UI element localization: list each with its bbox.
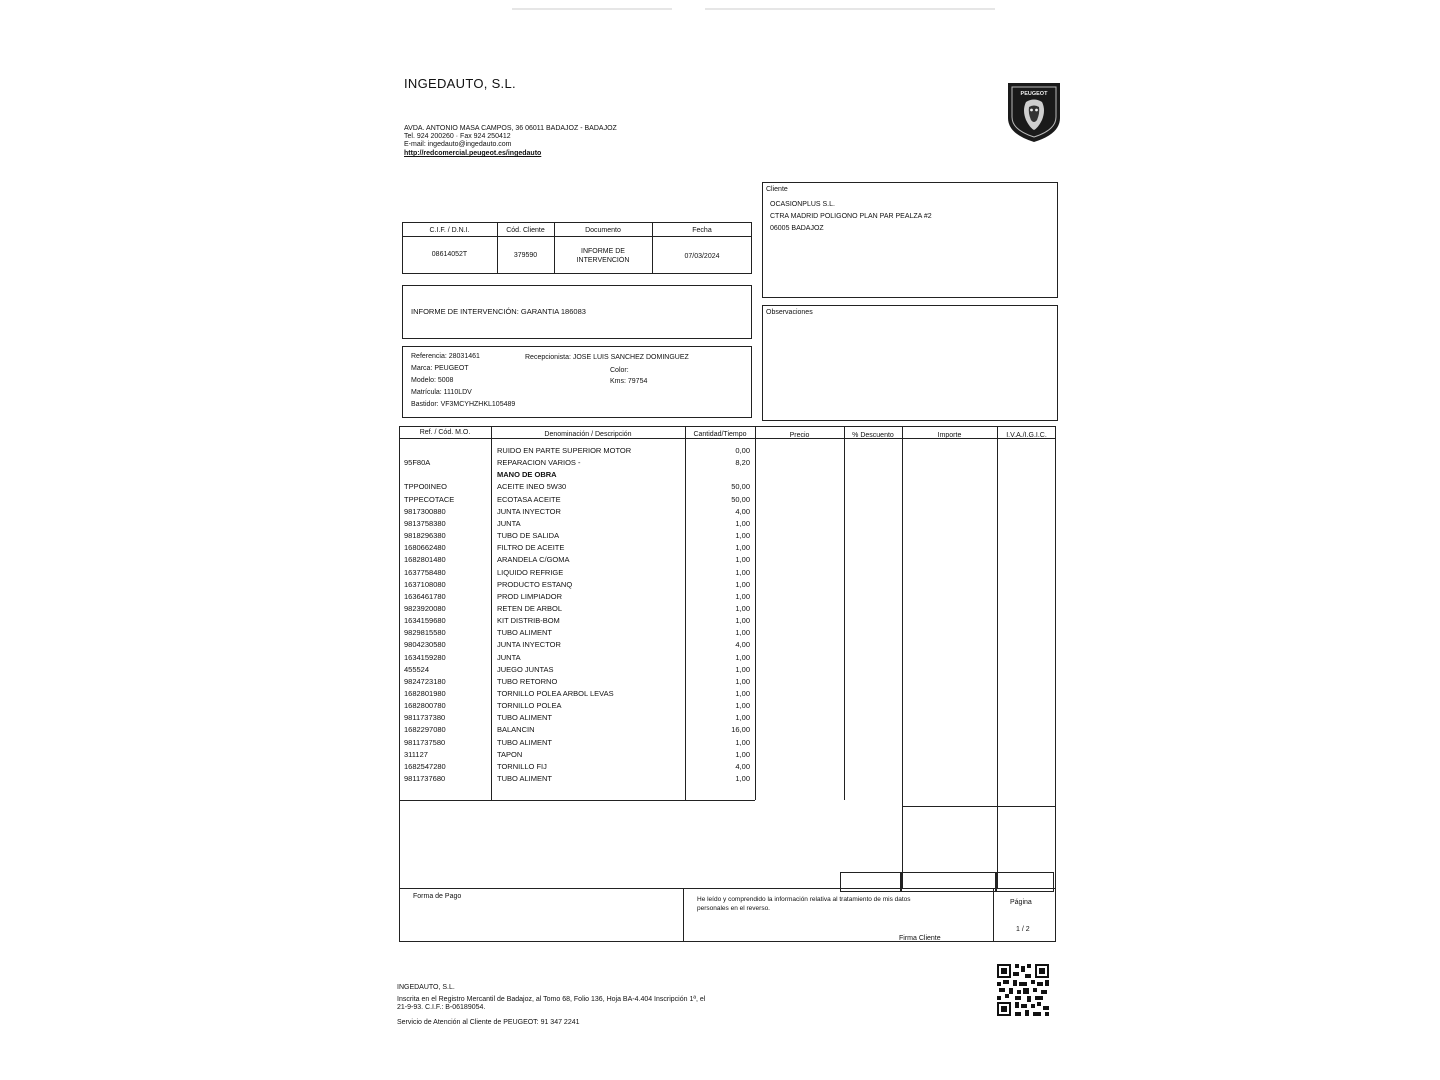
row-desc: BALANCIN [497, 725, 535, 735]
table-row [0, 773, 1440, 785]
legal-cif: 21-9-93. C.I.F.: B-06189054. [397, 1004, 486, 1011]
report-title: INFORME DE INTERVENCIÓN: GARANTIA 186083 [411, 307, 586, 316]
vehicle-recepcionista: Recepcionista: JOSE LUIS SANCHEZ DOMINGUEZ [525, 354, 689, 361]
date-header: Fecha [692, 227, 712, 234]
vehicle-referencia: Referencia: 28031461 [411, 353, 480, 360]
row-qty: 1,00 [735, 591, 750, 601]
table-row [0, 603, 1440, 615]
table-row [0, 639, 1440, 651]
row-qty: 50,00 [731, 482, 750, 492]
row-qty: 1,00 [735, 713, 750, 723]
table-row [0, 688, 1440, 700]
legal-company: INGEDAUTO, S.L. [397, 984, 455, 991]
row-desc: TUBO ALIMENT [497, 737, 553, 747]
row-desc: TUBO DE SALIDA [497, 531, 560, 541]
legal-registry: Inscrita en el Registro Mercantil de Badajoz, al Tomo 68, Folio 136, Hoja BA-4.404 Inscripción 1ª, el [397, 996, 706, 1003]
row-qty: 1,00 [735, 689, 750, 698]
row-desc: ACEITE INEO 5W30 [497, 482, 567, 492]
table-row [0, 457, 1440, 469]
client-address: CTRA MADRID POLIGONO PLAN PAR PEALZA #2 [770, 213, 932, 220]
col-header-desc: Denominación / Descripción [544, 431, 632, 438]
table-row [0, 737, 1440, 749]
table-row [0, 554, 1440, 566]
row-desc: TUBO ALIMENT [497, 628, 553, 638]
row-qty: 1,00 [735, 543, 750, 553]
vehicle-modelo: Modelo: 5008 [411, 377, 454, 384]
row-desc: PRODUCTO ESTANQ [497, 579, 573, 589]
table-row [0, 676, 1440, 688]
table-row [0, 506, 1440, 518]
client-label: Cliente [766, 186, 788, 193]
row-ref: 9804230580 [404, 640, 446, 650]
row-desc: MANO DE OBRA [497, 470, 557, 480]
totals-box [900, 872, 997, 892]
row-desc: RUIDO EN PARTE SUPERIOR MOTOR [497, 446, 632, 455]
row-desc: JUNTA [497, 652, 521, 662]
cif-value: 08614052T [431, 251, 468, 258]
company-phone: Tel. 924 200260 · Fax 924 250412 [404, 133, 511, 140]
vehicle-marca: Marca: PEUGEOT [411, 365, 469, 372]
row-ref: 1634159280 [404, 652, 446, 662]
row-desc: TUBO RETORNO [497, 676, 558, 686]
row-desc: PROD LIMPIADOR [497, 591, 563, 601]
table-row [0, 445, 1440, 457]
document-value-line1: INFORME DE [581, 248, 625, 255]
company-address: AVDA. ANTONIO MASA CAMPOS, 36 06011 BADAJOZ - BADAJOZ [404, 125, 617, 132]
row-ref: 9817300880 [404, 506, 446, 516]
table-row [0, 652, 1440, 664]
row-desc: ARANDELA C/GOMA [497, 555, 570, 565]
row-ref: 1682547280 [404, 761, 446, 771]
table-row [0, 579, 1440, 591]
row-desc: TORNILLO POLEA ARBOL LEVAS [497, 689, 614, 698]
table-row [0, 749, 1440, 761]
table-row [0, 591, 1440, 603]
row-qty: 1,00 [735, 774, 750, 784]
row-desc: TUBO ALIMENT [497, 713, 553, 723]
row-ref: 1680662480 [404, 543, 446, 553]
row-qty: 1,00 [735, 567, 750, 577]
table-row [0, 712, 1440, 724]
row-qty: 1,00 [735, 701, 750, 711]
row-ref: 455524 [404, 664, 430, 674]
peugeot-lion-shield-icon [1004, 80, 1064, 144]
company-name: INGEDAUTO, S.L. [404, 76, 516, 91]
row-ref: 1682297080 [404, 725, 446, 735]
row-desc: JUNTA INYECTOR [497, 506, 561, 516]
observations-label: Observaciones [766, 309, 813, 316]
row-qty: 8,20 [735, 458, 750, 468]
row-desc: REPARACION VARIOS - [497, 458, 581, 468]
row-ref: 1682801480 [404, 555, 446, 565]
table-row [0, 518, 1440, 530]
divider [683, 888, 684, 942]
row-ref: 1637108080 [404, 579, 446, 589]
row-ref: 9811737580 [404, 737, 446, 747]
row-qty: 1,00 [735, 652, 750, 662]
row-ref: TPPECOTACE [404, 494, 455, 504]
col-header-amount: Importe [937, 432, 962, 439]
table-row [0, 542, 1440, 554]
vehicle-matricula: Matrícula: 1110LDV [411, 389, 472, 396]
divider [993, 888, 994, 942]
brand-text: PEUGEOT [1020, 91, 1048, 97]
table-row [0, 761, 1440, 773]
legal-customer-service: Servicio de Atención al Cliente de PEUGEOT: 91 347 2241 [397, 1019, 580, 1026]
col-header-price: Precio [789, 432, 810, 439]
col-header-vat: I.V.A./I.G.I.C. [1006, 432, 1047, 439]
client-city: 06005 BADAJOZ [770, 225, 824, 232]
row-qty: 0,00 [735, 446, 750, 455]
row-desc: JUNTA INYECTOR [497, 640, 561, 650]
client-signature-label: Firma Cliente [899, 935, 941, 942]
row-ref: 1682801980 [404, 689, 446, 698]
table-row [0, 481, 1440, 493]
divider [402, 236, 752, 237]
vehicle-bastidor: Bastidor: VF3MCYHZHKL105489 [411, 401, 516, 408]
client-name: OCASIONPLUS S.L. [770, 201, 835, 208]
row-qty: 50,00 [731, 494, 750, 504]
row-desc: RETEN DE ARBOL [497, 603, 563, 613]
row-qty: 4,00 [735, 506, 750, 516]
company-web: http://redcomercial.peugeot.es/ingedauto [404, 150, 542, 157]
row-ref: 1682800780 [404, 701, 446, 711]
divider [902, 806, 1056, 807]
table-row [0, 494, 1440, 506]
row-desc: KIT DISTRIB-BOM [497, 616, 560, 626]
row-ref: 1637758480 [404, 567, 446, 577]
privacy-text-line1: He leído y comprendido la información relativa al tratamiento de mis datos [697, 896, 911, 903]
row-desc: TORNILLO FIJ [497, 761, 547, 771]
row-qty: 4,00 [735, 640, 750, 650]
row-ref: 9818296380 [404, 531, 446, 541]
row-qty: 1,00 [735, 628, 750, 638]
row-qty: 1,00 [735, 737, 750, 747]
company-email: E-mail: ingedauto@ingedauto.com [404, 141, 512, 148]
totals-box [995, 872, 1054, 892]
row-ref: 9829815580 [404, 628, 446, 638]
row-ref: 9824723180 [404, 676, 446, 686]
row-ref: 1634159680 [404, 616, 446, 626]
row-desc: JUNTA [497, 518, 521, 528]
table-row [0, 469, 1440, 481]
col-header-qty: Cantidad/Tiempo [693, 431, 747, 438]
table-row [0, 664, 1440, 676]
page-number: 1 / 2 [1016, 926, 1030, 933]
row-qty: 1,00 [735, 555, 750, 565]
vehicle-kms: Kms: 79754 [610, 378, 648, 385]
table-row [0, 700, 1440, 712]
row-qty: 1,00 [735, 518, 750, 528]
table-row [0, 567, 1440, 579]
row-qty: 1,00 [735, 616, 750, 626]
row-qty: 1,00 [735, 664, 750, 674]
row-qty: 1,00 [735, 749, 750, 759]
row-desc: LIQUIDO REFRIGE [497, 567, 564, 577]
row-desc: TAPON [497, 749, 523, 759]
row-ref: 1636461780 [404, 591, 446, 601]
client-code-header: Cód. Cliente [506, 227, 545, 234]
table-row [0, 627, 1440, 639]
row-desc: JUEGO JUNTAS [497, 664, 554, 674]
row-ref: 311127 [404, 749, 428, 759]
row-qty: 1,00 [735, 603, 750, 613]
scan-artifact [512, 8, 672, 10]
totals-box [840, 872, 902, 892]
row-ref: 9811737680 [404, 774, 446, 784]
row-ref: 9811737380 [404, 713, 446, 723]
row-ref: TPPO0INEO [404, 482, 447, 492]
row-desc: TUBO ALIMENT [497, 774, 553, 784]
observations-box [762, 305, 1058, 421]
table-row [0, 615, 1440, 627]
date-value: 07/03/2024 [684, 253, 720, 260]
row-desc: TORNILLO POLEA [497, 701, 562, 711]
scan-artifact [705, 8, 995, 10]
cif-header: C.I.F. / D.N.I. [429, 227, 470, 234]
row-ref: 9813758380 [404, 518, 446, 528]
payment-method-label: Forma de Pago [413, 893, 462, 900]
row-ref: 95F80A [404, 458, 431, 468]
table-row [0, 724, 1440, 736]
row-qty: 1,00 [735, 676, 750, 686]
row-desc: FILTRO DE ACEITE [497, 543, 565, 553]
privacy-text-line2: personales en el reverso. [697, 905, 770, 912]
row-ref: 9823920080 [404, 603, 446, 613]
client-code-value: 379590 [513, 252, 538, 259]
table-row [0, 530, 1440, 542]
row-qty: 16,00 [731, 725, 750, 735]
row-qty: 1,00 [735, 579, 750, 589]
row-qty: 4,00 [735, 761, 750, 771]
col-header-ref: Ref. / Cód. M.O. [419, 429, 471, 436]
col-header-discount: % Descuento [852, 432, 894, 439]
divider [399, 800, 755, 801]
qr-code-icon [997, 964, 1049, 1016]
document-header: Documento [585, 227, 621, 234]
row-qty: 1,00 [735, 531, 750, 541]
row-desc: ECOTASA ACEITE [497, 494, 561, 504]
page-label: Página [1010, 899, 1032, 906]
vehicle-color: Color: [610, 367, 629, 374]
document-value-line2: INTERVENCIÓN [576, 257, 630, 264]
